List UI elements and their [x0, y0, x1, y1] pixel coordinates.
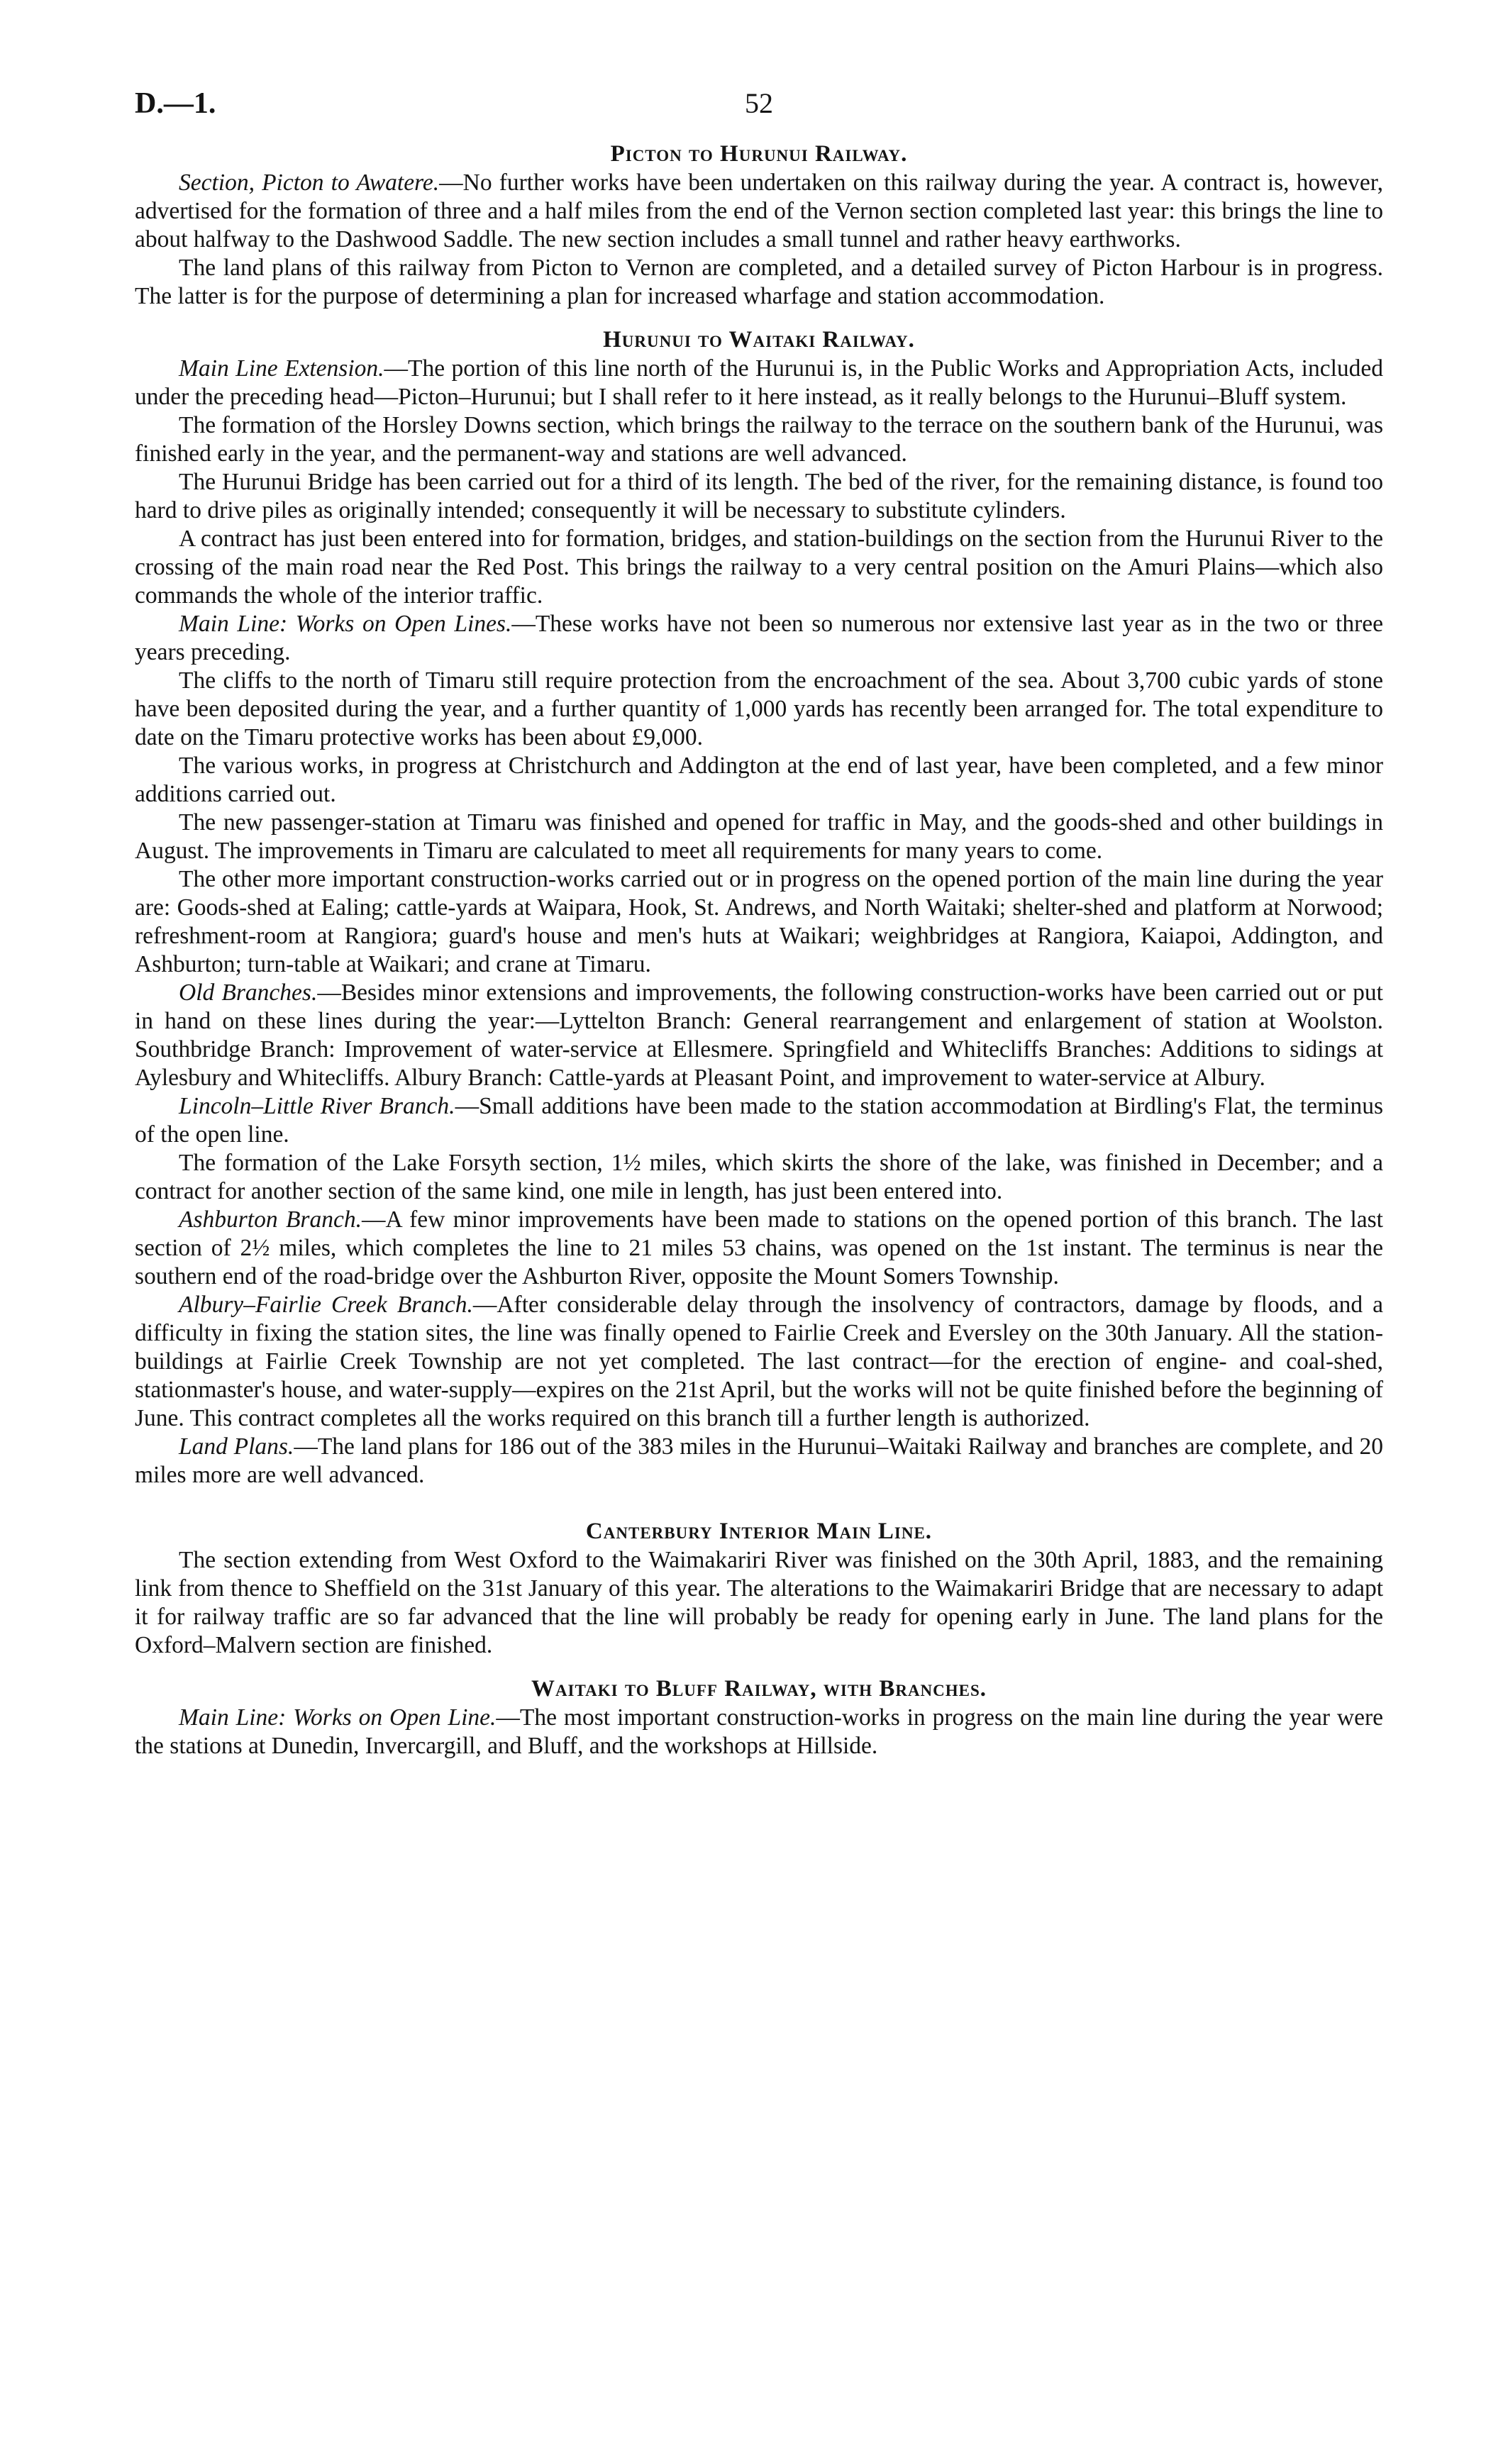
section-heading: Waitaki to Bluff Railway, with Branches. — [531, 1676, 987, 1702]
section-canterbury-interior — [135, 1516, 1383, 1660]
paragraph: The section extending from West Oxford to the Waimakariri River was finished on the 30th April, 1883, and the remaining link from thence to Sheffield on the 31st January of this year. The alterations to the Waimakariri Bridge that are necessary to adapt it for railway traffic are so far advanced that the line will probably be ready for opening early in June. The land plans for the Oxford–Malvern section are finished. — [135, 1547, 1383, 1658]
paragraph: The Hurunui Bridge has been carried out for a third of its length. The bed of the river, for the remaining distance, is found too hard to drive piles as originally intended; consequently it will be necessary to substitute cylinders. — [135, 469, 1383, 523]
paragraph: The land plans of this railway from Picton to Vernon are completed, and a detailed survey of Picton Harbour is in progress. The latter is for the purpose of determining a plan for increased wharfage and station accommodation. — [135, 255, 1383, 309]
paragraph: Main Line: Works on Open Lines.—These works have not been so numerous nor extensive last year as in the two or three years preceding. — [135, 611, 1383, 665]
paragraph: The other more important construction-works carried out or in progress on the opened portion of the main line during the year are: Goods-shed at Ealing; cattle-yards at Waipara, Hook, St. Andrews, and North Waitaki; shelter-shed and platform at Norwood; refreshment-room at Rangiora; guard's house and men's huts at Waikari; weighbridges at Rangiora, Kaiapoi, Addington, and Ashburton; turn-table at Waikari; and crane at Timaru. — [135, 866, 1383, 977]
section-waitaki-bluff — [135, 1674, 1383, 1760]
section-heading: Picton to Hurunui Railway. — [610, 141, 908, 167]
paragraph: A contract has just been entered into for formation, bridges, and station-buildings on the section from the Hurunui River to the crossing of the main road near the Red Post. This brings the railway to a very central position on the Amuri Plains—which also commands the whole of the interior traffic. — [135, 526, 1383, 609]
paragraph: Old Branches.—Besides minor extensions and improvements, the following construction-works have been carried out or put in hand on these lines during the year:—Lyttelton Branch: General rearrangement and enlargement of station at Woolston. Southbridge Branch: Improvement of water-service at Ellesmere. Springfield and Whitecliffs Branches: Additions to sidings at Aylesbury and Whitecliffs. Albury Branch: Cattle-yards at Pleasant Point, and improvement to water-service at Albury. — [135, 980, 1383, 1091]
paragraph: The new passenger-station at Timaru was finished and opened for traffic in May, and the goods-shed and other buildings in August. The improvements in Timaru are calculated to meet all requirements for many years to come. — [135, 809, 1383, 864]
paragraph: Albury–Fairlie Creek Branch.—After considerable delay through the insolvency of contractors, damage by floods, and a difficulty in fixing the station sites, the line was finally opened to Fairlie Creek and Eversley on the 30th January. All the station-buildings at Fairlie Creek Township are not yet completed. The last contract—for the erection of engine- and coal-shed, stationmaster's house, and water-supply—expires on the 21st April, but the works will not be quite finished before the beginning of June. This contract completes all the works required on this branch till a further length is authorized. — [135, 1292, 1383, 1431]
paragraph: Main Line Extension.—The portion of this line north of the Hurunui is, in the Public Works and Appropriation Acts, included under the preceding head—Picton–Hurunui; but I shall refer to it here instead, as it really belongs to the Hurunui–Bluff system. — [135, 355, 1383, 410]
page-number: 52 — [745, 87, 773, 119]
section-heading: Canterbury Interior Main Line. — [585, 1519, 933, 1544]
document-page — [135, 78, 1383, 2440]
section-hurunui-waitaki — [135, 325, 1383, 1489]
page-header — [135, 78, 1383, 139]
paragraph: Section, Picton to Awatere.—No further works have been undertaken on this railway during the year. A contract is, however, advertised for the formation of three and a half miles from the end of the Vernon section completed last year: this brings the line to about halfway to the Dashwood Saddle. The new section includes a small tunnel and rather heavy earthworks. — [135, 170, 1383, 252]
paragraph: The formation of the Lake Forsyth section, 1½ miles, which skirts the shore of the lake, was finished in December; and a contract for another section of the same kind, one mile in length, has just been entered into. — [135, 1150, 1383, 1204]
paragraph: The various works, in progress at Christchurch and Addington at the end of last year, have been completed, and a few minor additions carried out. — [135, 753, 1383, 807]
section-heading: Hurunui to Waitaki Railway. — [603, 327, 915, 353]
section-picton-hurunui — [135, 139, 1383, 311]
paragraph: The formation of the Horsley Downs section, which brings the railway to the terrace on the southern bank of the Hurunui, was finished early in the year, and the permanent-way and stations are well advanced. — [135, 412, 1383, 467]
paragraph: Main Line: Works on Open Line.—The most important construction-works in progress on the main line during the year were the stations at Dunedin, Invercargill, and Bluff, and the workshops at Hillside. — [135, 1704, 1383, 1759]
paragraph: Ashburton Branch.—A few minor improvements have been made to stations on the opened portion of this branch. The last section of 2½ miles, which completes the line to 21 miles 53 chains, was opened on the 1st instant. The terminus is near the southern end of the road-bridge over the Ashburton River, opposite the Mount Somers Township. — [135, 1206, 1383, 1289]
paragraph: Lincoln–Little River Branch.—Small additions have been made to the station accommodation at Birdling's Flat, the terminus of the open line. — [135, 1093, 1384, 1148]
paragraph: Land Plans.—The land plans for 186 out of the 383 miles in the Hurunui–Waitaki Railway and branches are complete, and 20 miles more are well advanced. — [135, 1433, 1383, 1488]
paragraph: The cliffs to the north of Timaru still require protection from the encroachment of the sea. About 3,700 cubic yards of stone have been deposited during the year, and a further quantity of 1,000 yards has recently been arranged for. The total expenditure to date on the Timaru protective works has been about £9,000. — [135, 667, 1383, 750]
paper-reference: D.—1. — [135, 87, 216, 120]
